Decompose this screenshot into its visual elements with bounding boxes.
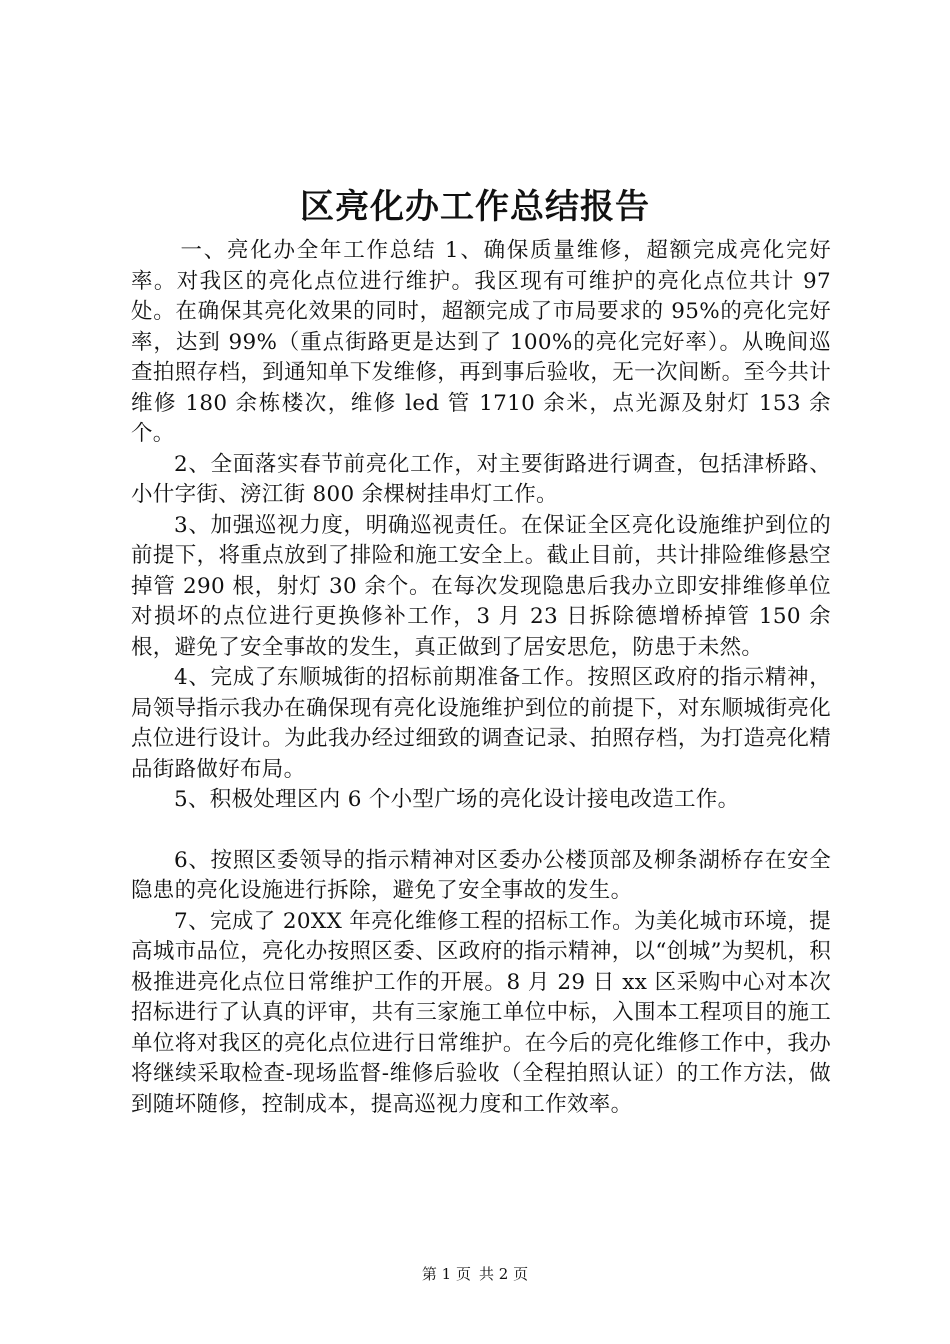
paragraph-6: 6、按照区委领导的指示精神对区委办公楼顶部及柳条湖桥存在安全隐患的亮化设施进行拆除，避免了安全事故的发生。 <box>131 847 831 903</box>
paragraph-4: 4、完成了东顺城街的招标前期准备工作。按照区政府的指示精神，局领导指示我办在确保现有亮化设施维护到位的前提下，对东顺城街亮化点位进行设计。为此我办经过细致的调查记录、拍照存档，为打造亮化精品街路做好布局。 <box>131 665 831 782</box>
document-body <box>131 236 831 1120</box>
page-number: 第 1 页 <box>421 1265 471 1283</box>
paragraph-2: 2、全面落实春节前亮化工作，对主要街路进行调查，包括津桥路、小什字街、滂江街 800 余棵树挂串灯工作。 <box>131 451 831 507</box>
paragraph-5: 5、积极处理区内 6 个小型广场的亮化设计接电改造工作。 <box>174 787 740 812</box>
page-footer <box>0 1264 950 1284</box>
paragraph-7: 7、完成了 20XX 年亮化维修工程的招标工作。为美化城市环境，提高城市品位，亮化办按照区委、区政府的指示精神，以“创城”为契机，积极推进亮化点位日常维护工作的开展。8 月 29 日 xx 区采购中心对本次招标进行了认真的评审，共有三家施工单位中标，入围本工程项目的施工单位将对我区的亮化点位进行日常维护。在今后的亮化维修工作中，我办将继续采取检查-现场监督-维修后验收（全程拍照认证）的工作方法，做到随坏随修，控制成本，提高巡视力度和工作效率。 <box>131 908 831 1117</box>
page-total: 共 2 页 <box>479 1265 529 1283</box>
paragraph-1: 一、亮化办全年工作总结 1、确保质量维修，超额完成亮化完好率。对我区的亮化点位进行维护。我区现有可维护的亮化点位共计 97 处。在确保其亮化效果的同时，超额完成了市局要求的 95%的亮化完好率，达到 99%（重点街路更是达到了 100%的亮化完好率）。从晚间巡查拍照存档，到通知单下发维修，再到事后验收，无一次间断。至今共计维修 180 余栋楼次，维修 led 管 1710 余米，点光源及射灯 153 余个。 <box>131 238 831 446</box>
paragraph-3: 3、加强巡视力度，明确巡视责任。在保证全区亮化设施维护到位的前提下，将重点放到了排险和施工安全上。截止目前，共计排险维修悬空掉管 290 根，射灯 30 余个。在每次发现隐患后我办立即安排维修单位对损坏的点位进行更换修补工作，3 月 23 日拆除德增桥掉管 150 余根，避免了安全事故的发生，真正做到了居安思危，防患于未然。 <box>131 512 831 660</box>
document-title: 区亮化办工作总结报告 <box>300 187 650 227</box>
